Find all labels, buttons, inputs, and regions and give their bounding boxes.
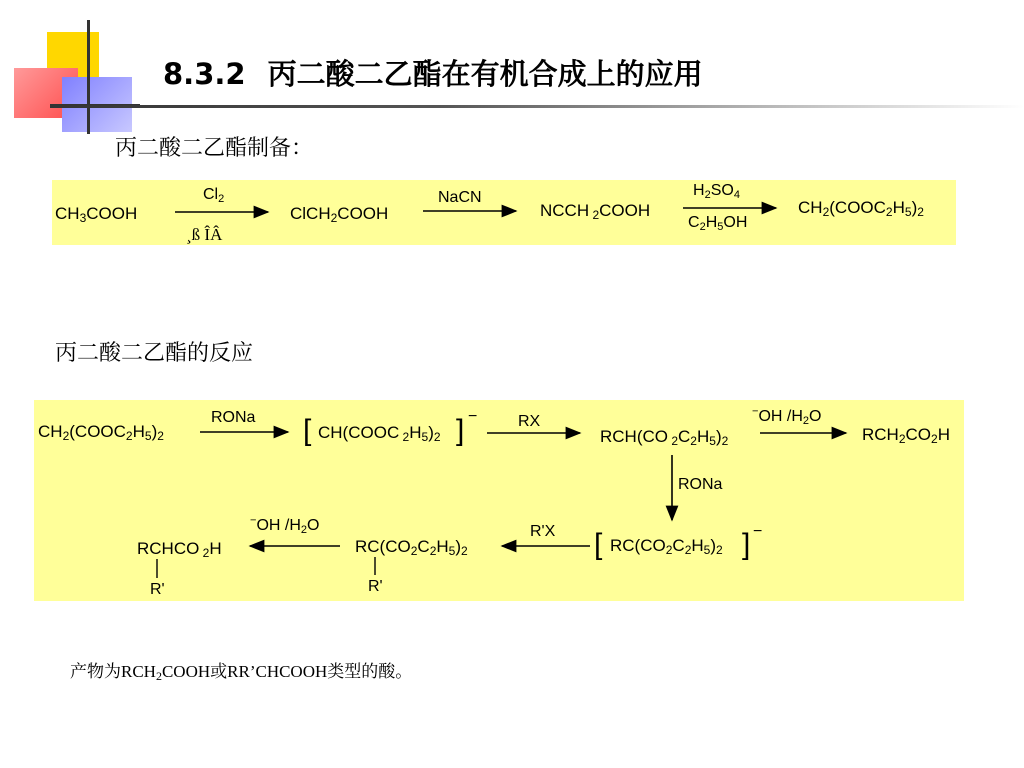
title-text: 丙二酸二乙酯在有机合成上的应用: [267, 57, 703, 91]
anion1-left-bracket: [: [303, 414, 312, 447]
prep-step3-solvent: $C_2H_5OH$: [688, 214, 748, 233]
rxn-step2-reagent: RX: [518, 413, 541, 430]
prep-step1-reagent: $Cl_2$: [203, 186, 225, 205]
reactions-heading: 丙二酸二乙酯的反应: [55, 341, 254, 366]
prep-intermediate1: ClCH$_2$COOH: [290, 204, 389, 225]
rxn-alkylated-ester: RCH(CO $_2C_2H_5)_2$: [600, 427, 729, 448]
preparation-heading: 丙二酸二乙酯制备：: [115, 136, 314, 161]
rxn-step4-reagent: RONa: [678, 476, 723, 493]
anion2-charge: −: [753, 523, 763, 540]
rxn-acid1: $RCH_2CO_2H$: [862, 425, 950, 446]
anion2-right-bracket: ]: [742, 528, 751, 561]
anion1-charge: −: [468, 408, 478, 425]
prep-step1-condition: ¸ß ÎÂ: [186, 225, 223, 244]
rxn-step6-reagent: −OH $/H_2O$: [250, 514, 320, 536]
rxn-anion1: CH(COOC $_2H_5)_2$: [318, 423, 441, 444]
prep-intermediate2: NCCH $_2$COOH: [540, 201, 651, 222]
anion2-left-bracket: [: [594, 528, 603, 561]
rxn-anion2: $RC(CO_2C_2H_5)_2$: [610, 536, 723, 557]
rxn-step5-reagent: R'X: [530, 523, 556, 540]
rxn-dialkylated-ester: $RC(CO_2C_2H_5)_2$: [355, 537, 468, 558]
prep-step3-reagent: $H_2SO_4$: [693, 182, 740, 201]
rxn-step3-reagent: −OH $/H_2O$: [752, 405, 822, 427]
prep-start-compound: $CH_3COOH$: [55, 204, 138, 225]
acid2-substituent: R': [150, 581, 165, 598]
rxn-acid2: RCHCO $_2$H: [137, 539, 222, 560]
prep-step2-reagent: NaCN: [438, 189, 482, 206]
rxn-step1-reagent: RONa: [211, 409, 256, 426]
anion1-right-bracket: ]: [456, 414, 465, 447]
rxn-start-compound: $CH_2(COOC_2H_5)_2$: [38, 422, 164, 443]
section-number: 8.3.2: [163, 57, 246, 91]
dialkylated-substituent: R': [368, 578, 383, 595]
prep-product: $CH_2(COOC_2H_5)_2$: [798, 198, 924, 219]
product-note: 产物为$RCH_2COOH$或RR’CHCOOH类型的酸。: [70, 662, 413, 683]
